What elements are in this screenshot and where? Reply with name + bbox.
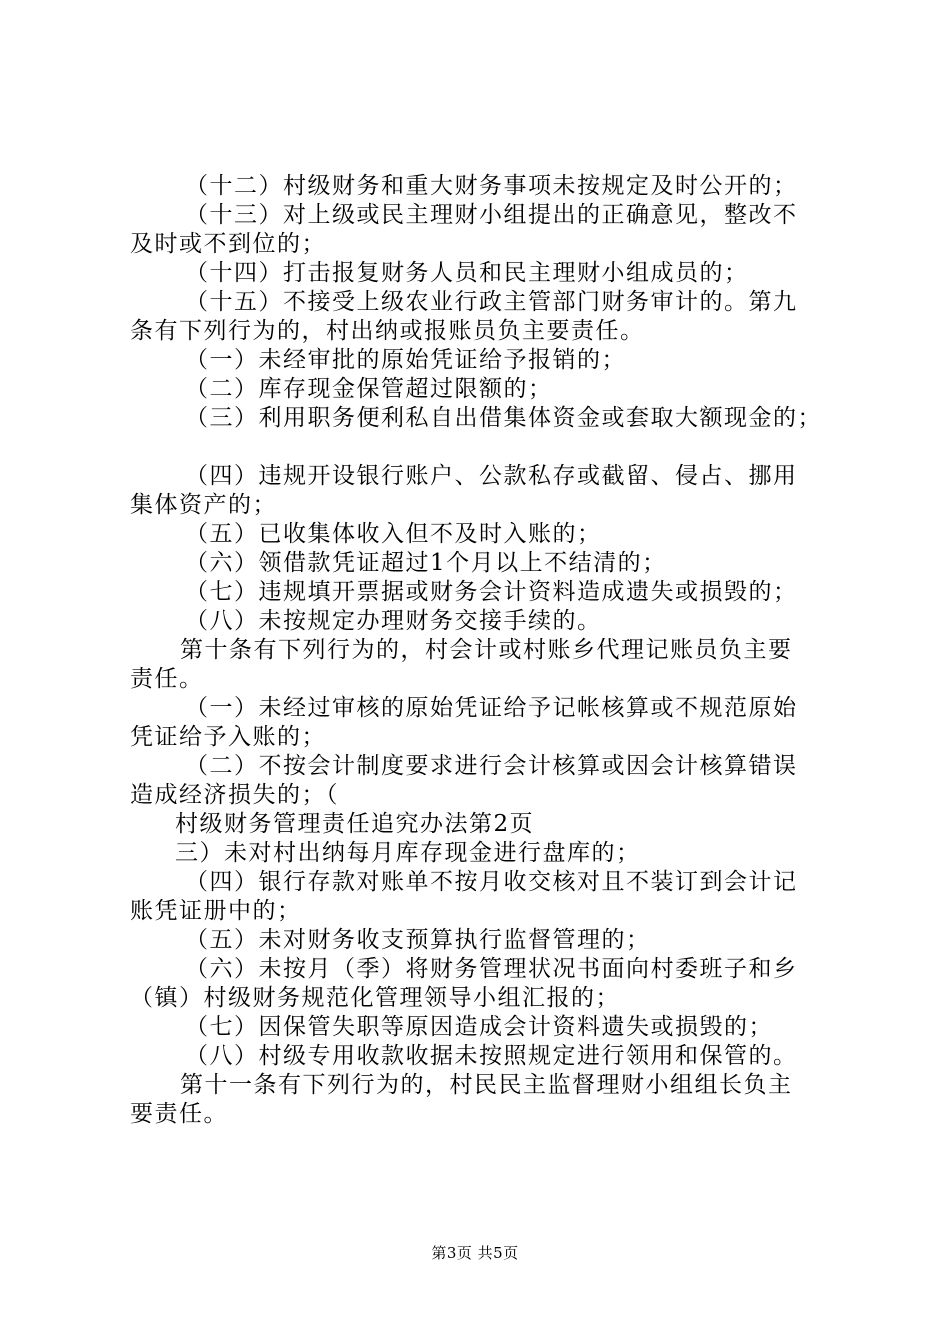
text-line: （十四）打击报复财务人员和民主理财小组成员的； (185, 260, 749, 286)
text-line: （三）利用职务便利私自出借集体资金或套取大额现金的； (185, 405, 822, 431)
text-line: （镇）村级财务规范化管理领导小组汇报的； (130, 985, 620, 1011)
text-line: （十二）村级财务和重大财务事项未按规定及时公开的； (185, 173, 798, 199)
text-line: （二）不按会计制度要求进行会计核算或因会计核算错误 (185, 753, 798, 779)
text-line: 村级财务管理责任追究办法第2页 (175, 811, 535, 837)
text-line: 要责任。 (130, 1101, 228, 1127)
text-line: 造成经济损失的；（ (130, 782, 339, 808)
text-line: （十三）对上级或民主理财小组提出的正确意见，整改不 (185, 202, 798, 228)
text-line: 集体资产的； (130, 492, 277, 518)
text-line: （六）未按月（季）将财务管理状况书面向村委班子和乡 (185, 956, 798, 982)
text-line: 第十条有下列行为的，村会计或村账乡代理记账员负主要 (180, 637, 793, 663)
text-line: 及时或不到位的； (130, 231, 326, 257)
text-line: （四）银行存款对账单不按月收交核对且不装订到会计记 (185, 869, 798, 895)
text-line: 凭证给予入账的； (130, 724, 326, 750)
text-line: （十五）不接受上级农业行政主管部门财务审计的。第九 (185, 289, 798, 315)
text-line: （七）违规填开票据或财务会计资料造成遗失或损毁的； (185, 579, 798, 605)
text-line: 账凭证册中的； (130, 898, 302, 924)
text-line: （八）村级专用收款收据未按照规定进行领用和保管的。 (185, 1043, 798, 1069)
text-line: （一）未经审批的原始凭证给予报销的； (185, 347, 626, 373)
text-line: 条有下列行为的，村出纳或报账员负主要责任。 (130, 318, 645, 344)
text-line: （七）因保管失职等原因造成会计资料遗失或损毁的； (185, 1014, 773, 1040)
text-line: （八）未按规定办理财务交接手续的。 (185, 608, 602, 634)
text-line: （六）领借款凭证超过1个月以上不结清的； (185, 550, 667, 576)
page-footer: 第3页 共5页 (431, 1244, 519, 1262)
text-line: （二）库存现金保管超过限额的； (185, 376, 553, 402)
text-line: （一）未经过审核的原始凭证给予记帐核算或不规范原始 (185, 695, 798, 721)
text-line: 责任。 (130, 666, 204, 692)
blank-line (130, 433, 835, 462)
document-body (130, 172, 835, 1129)
text-line: 三）未对村出纳每月库存现金进行盘库的； (175, 840, 641, 866)
text-line: （四）违规开设银行账户、公款私存或截留、侵占、挪用 (185, 463, 798, 489)
text-line: （五）已收集体收入但不及时入账的； (185, 521, 602, 547)
text-line: （五）未对财务收支预算执行监督管理的； (185, 927, 651, 953)
text-line: 第十一条有下列行为的，村民民主监督理财小组组长负主 (180, 1072, 793, 1098)
